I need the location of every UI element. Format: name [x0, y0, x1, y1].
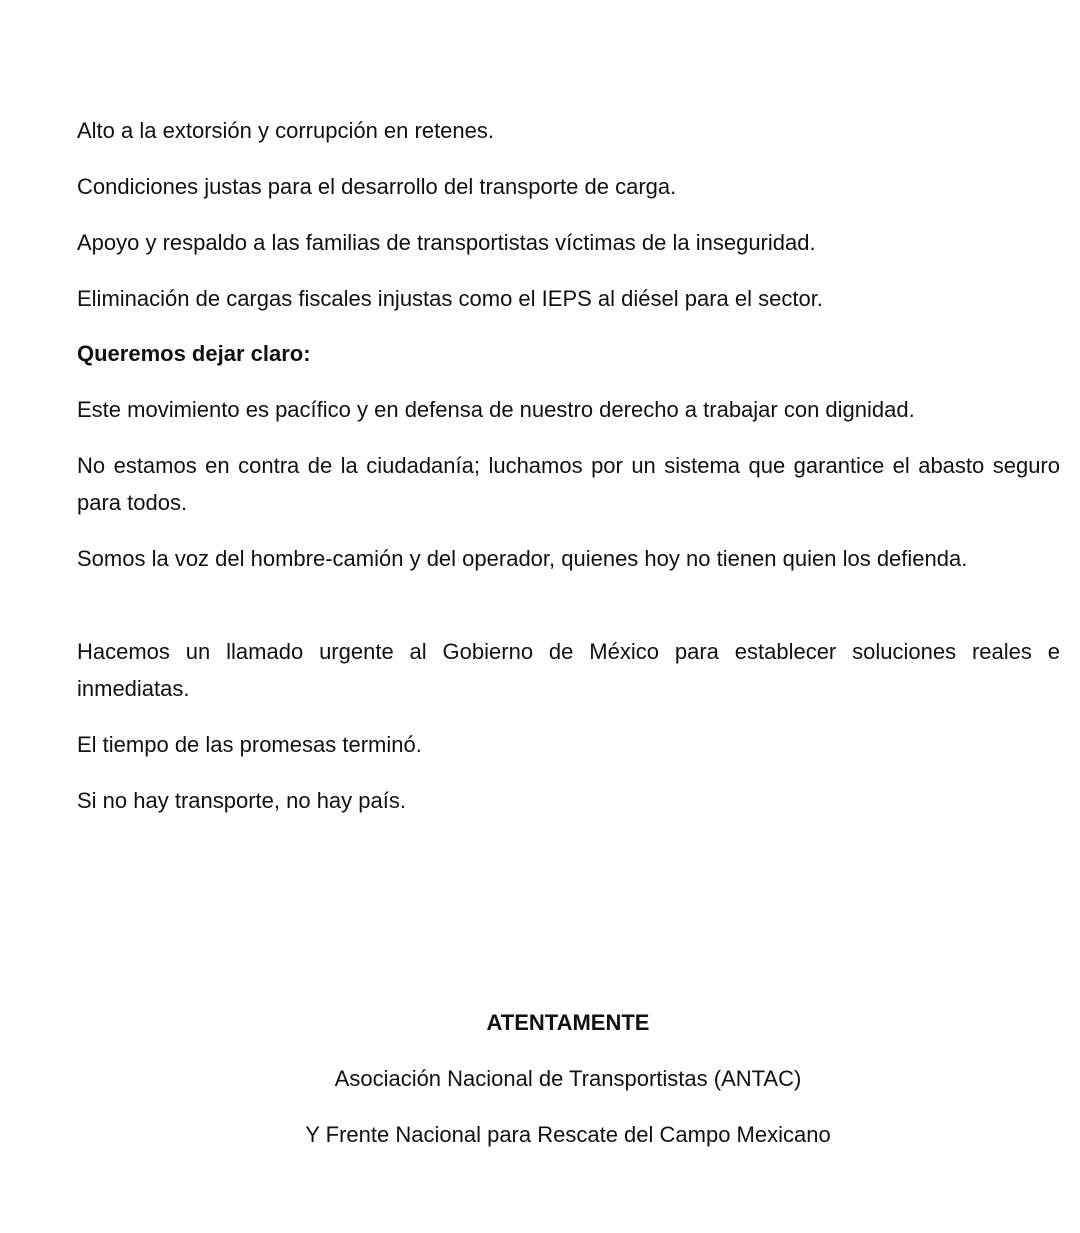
closing-salutation: ATENTAMENTE	[486, 1010, 650, 1035]
demand-paragraph: Apoyo y respaldo a las familias de transportistas víctimas de la inseguridad.	[77, 230, 816, 255]
signatory-organization: Y Frente Nacional para Rescate del Campo Mexicano	[305, 1122, 831, 1147]
demand-paragraph: Alto a la extorsión y corrupción en retenes.	[77, 118, 495, 143]
demand-paragraph: Eliminación de cargas fiscales injustas como el IEPS al diésel para el sector.	[77, 286, 823, 311]
statement-paragraph: Hacemos un llamado urgente al Gobierno de México para establecer soluciones reales e inmediatas.	[77, 639, 1060, 701]
demand-paragraph: Condiciones justas para el desarrollo del transporte de carga.	[77, 174, 677, 199]
statement-paragraph: No estamos en contra de la ciudadanía; luchamos por un sistema que garantice el abasto seguro para todos.	[77, 453, 1060, 515]
signatory-organization: Asociación Nacional de Transportistas (ANTAC)	[334, 1066, 802, 1091]
closing-slogan: Si no hay transporte, no hay país.	[77, 788, 406, 813]
statement-paragraph: El tiempo de las promesas terminó.	[77, 732, 422, 757]
statement-paragraph: Este movimiento es pacífico y en defensa de nuestro derecho a trabajar con dignidad.	[77, 397, 915, 422]
statement-heading: Queremos dejar claro:	[77, 341, 311, 366]
statement-paragraph: Somos la voz del hombre-camión y del operador, quienes hoy no tienen quien los defienda.	[77, 546, 968, 571]
